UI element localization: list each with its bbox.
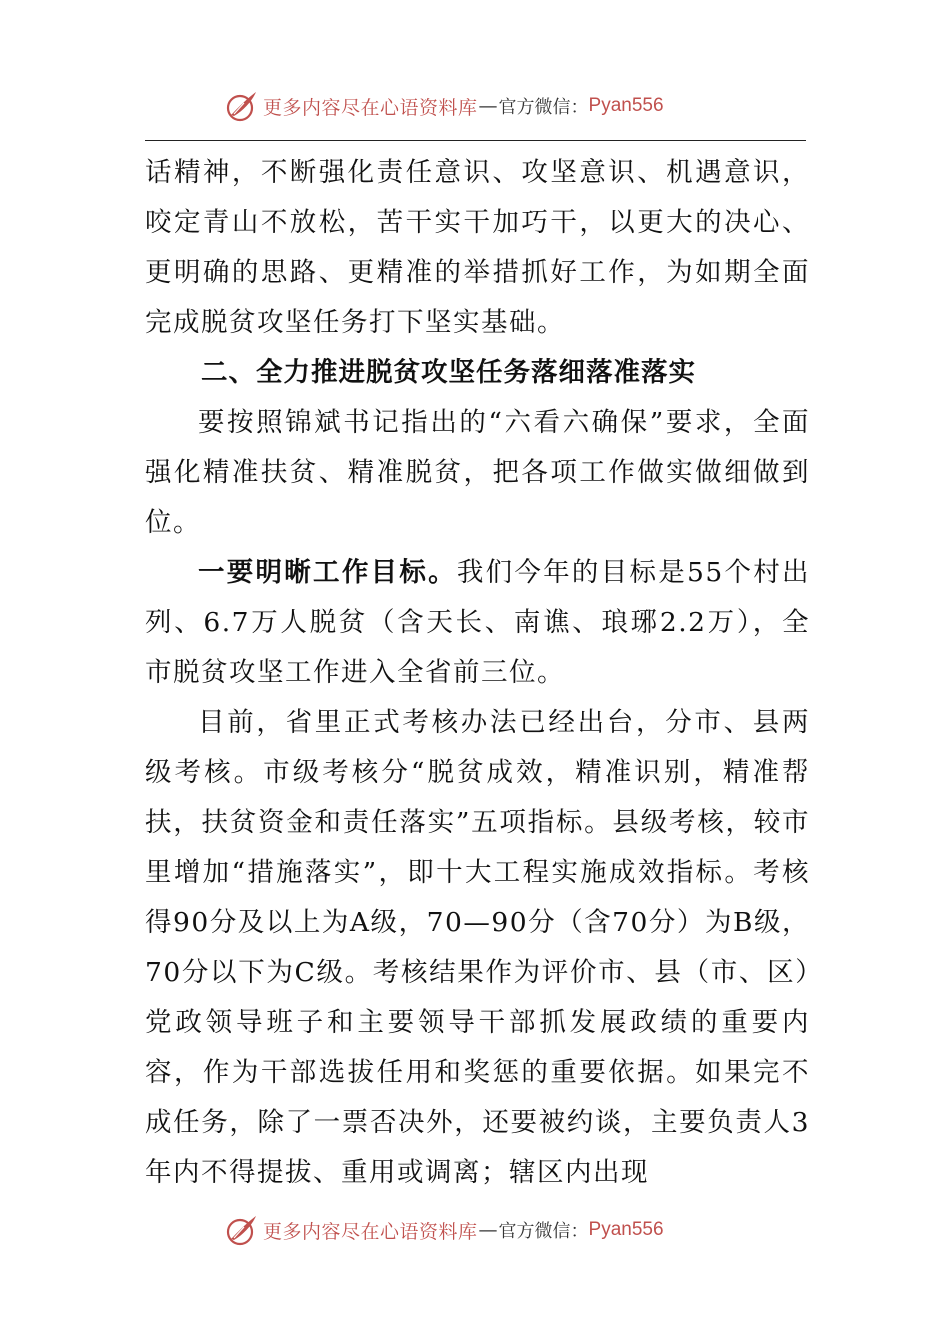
- header-banner-separator: —: [478, 95, 498, 117]
- paragraph-assessment: 目前，省里正式考核办法已经出台，分市、县两级考核。市级考核分“脱贫成效，精准识别，精准帮扶，扶贫资金和责任落实”五项指标。县级考核，较市里增加“措施落实”，即十大工程实施成效指标。考核得90分及以上为A级，70—90分（含70分）为B级，70分以下为C级。考核结果作为评价市、县（市、区）党政领导班子和主要领导干部抓发展政绩的重要内容，作为干部选拔任用和奖惩的重要依据。如果完不成任务，除了一票否决外，还要被约谈，主要负责人3年内不得提拔、重用或调离；辖区内出现: [145, 707, 810, 1188]
- footer-banner: [225, 1210, 664, 1250]
- section-heading: 二、全力推进脱贫攻坚任务落细落准落实: [201, 357, 696, 388]
- header-banner-text: 更多内容尽在心语资料库: [263, 96, 478, 119]
- document-body: [145, 148, 810, 1198]
- paragraph-goal-lead: 一要明晰工作目标。: [198, 557, 457, 588]
- page-footer: [145, 1208, 806, 1258]
- footer-banner-separator: —: [478, 1219, 498, 1241]
- header-official-label: 官方微信：: [498, 97, 589, 118]
- footer-banner-text: 更多内容尽在心语资料库: [263, 1220, 478, 1243]
- quill-logo-icon: [225, 1213, 259, 1247]
- paragraph-continuation: 话精神，不断强化责任意识、攻坚意识、机遇意识，咬定青山不放松，苦干实干加巧干，以更大的决心、更明确的思路、更精准的举措抓好工作，为如期全面完成脱贫攻坚任务打下坚实基础。: [145, 157, 810, 338]
- paragraph-intro: 要按照锦斌书记指出的“六看六确保”要求，全面强化精准扶贫、精准脱贫，把各项工作做实做细做到位。: [145, 407, 810, 538]
- paragraph-goal-text: 我们今年的目标是55个村出列、6.7万人脱贫（含天长、南谯、琅琊2.2万），全市脱贫攻坚工作进入全省前三位。: [145, 557, 810, 688]
- page-header: [145, 80, 806, 141]
- paragraph-goal: [145, 548, 810, 698]
- header-wechat-id: Pyan556: [588, 95, 664, 116]
- footer-official-label: 官方微信：: [498, 1221, 589, 1242]
- header-banner: [225, 86, 664, 126]
- quill-logo-icon: [225, 89, 259, 123]
- footer-wechat-id: Pyan556: [588, 1219, 664, 1240]
